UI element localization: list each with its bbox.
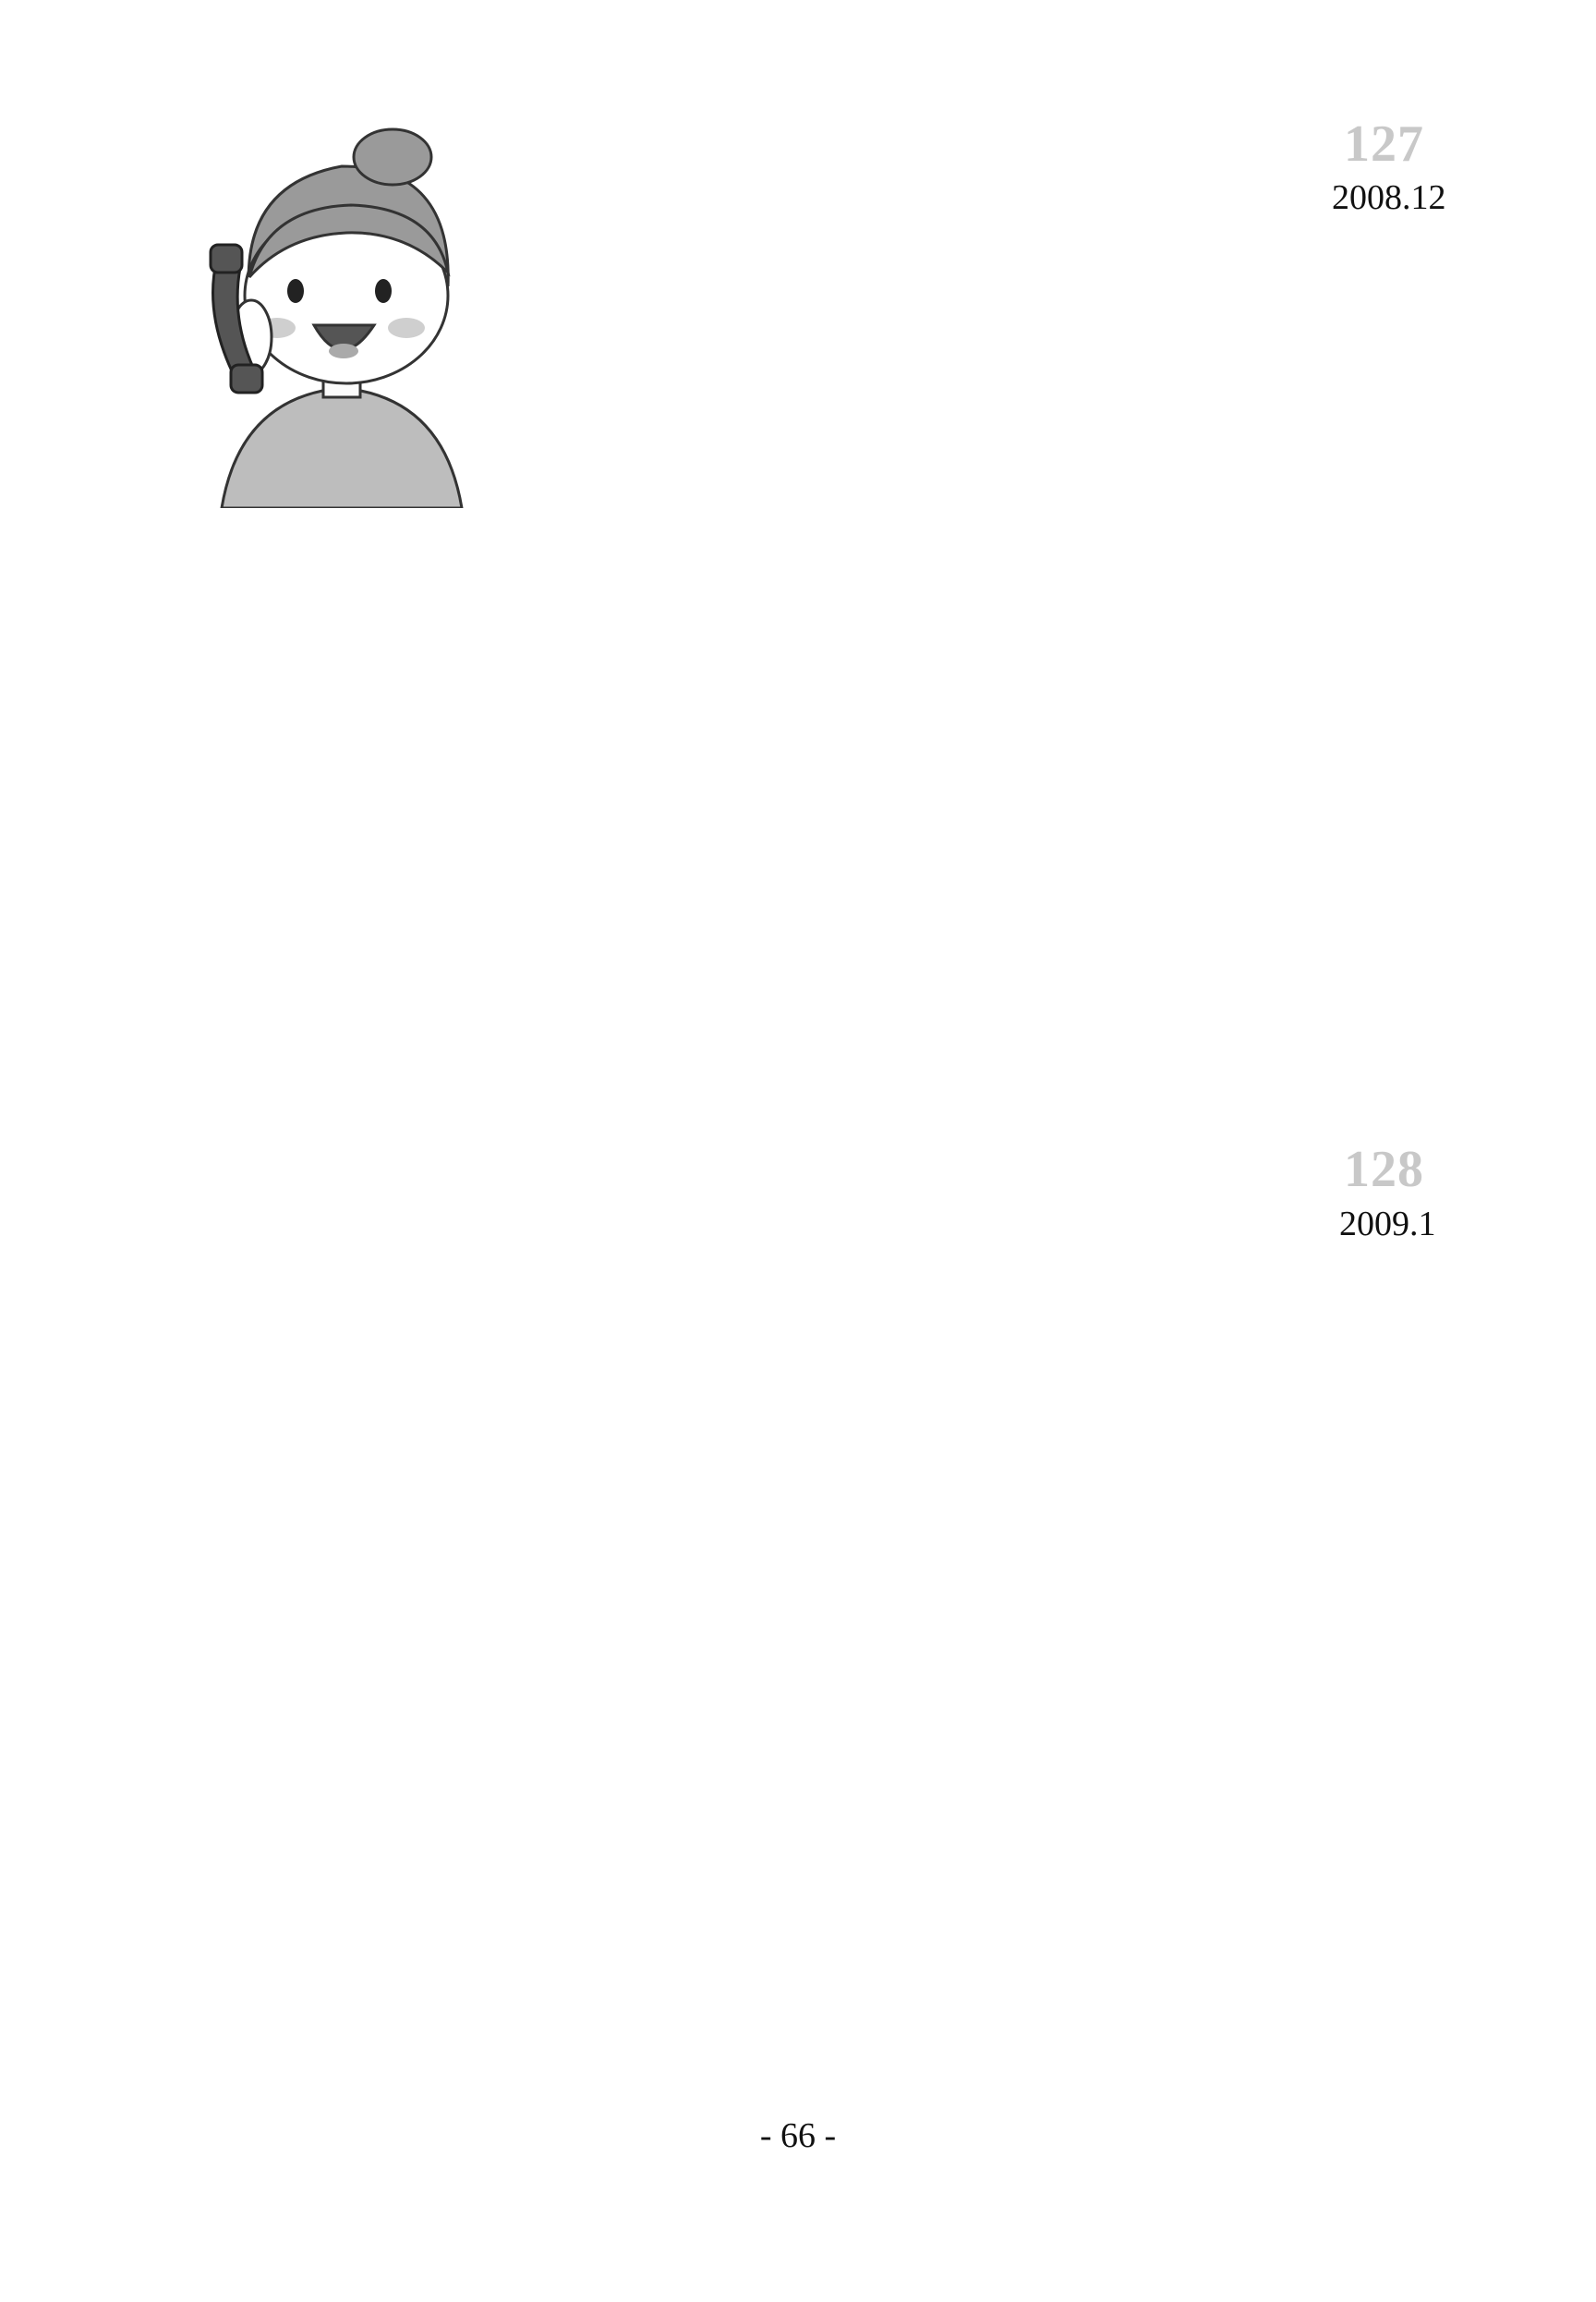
entry-number: 128 <box>1344 1141 1424 1198</box>
woman-phone-illustration <box>185 120 499 508</box>
entry-date: 2009.1 <box>1339 1205 1436 1243</box>
entry-number: 127 <box>1344 115 1424 173</box>
page-number: - 66 - <box>759 2116 837 2155</box>
entry-date: 2008.12 <box>1332 178 1446 217</box>
